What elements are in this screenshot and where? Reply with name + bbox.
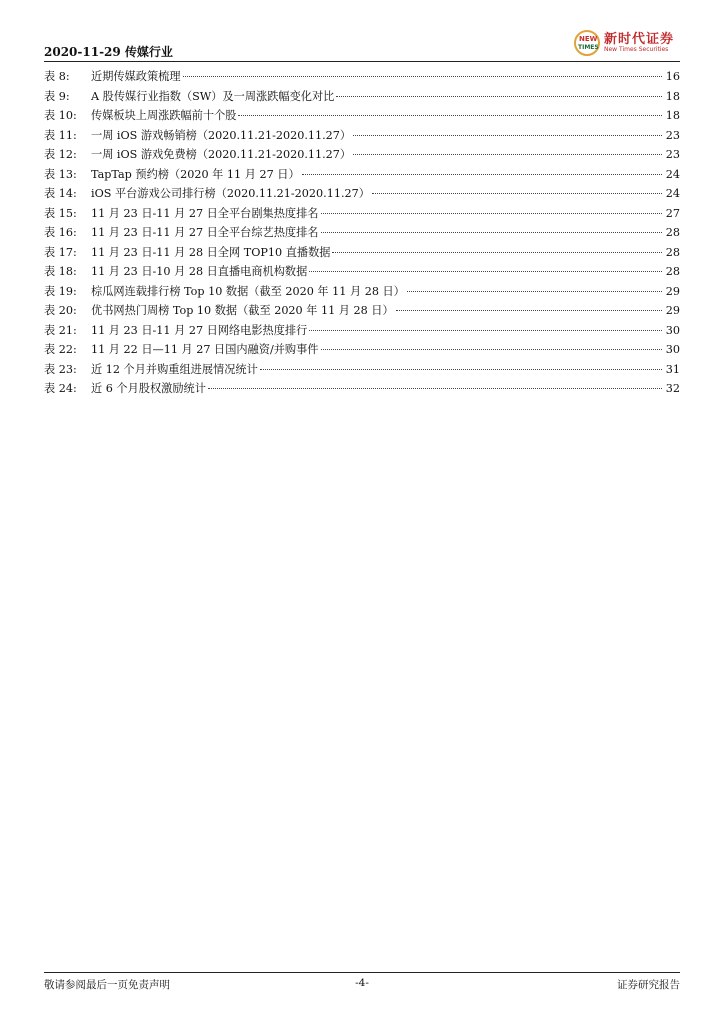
toc-leader-dots bbox=[309, 330, 662, 331]
footer-divider bbox=[44, 972, 680, 973]
toc-entry-label: 表 20: bbox=[44, 304, 77, 317]
toc-leader-dots bbox=[309, 271, 662, 272]
footer-disclaimer: 敬请参阅最后一页免责声明 bbox=[44, 979, 170, 991]
logo-chinese-name: 新时代证券 bbox=[604, 32, 675, 47]
toc-entry[interactable] bbox=[44, 88, 680, 108]
toc-entry-page: 29 bbox=[665, 304, 680, 317]
toc-entry[interactable] bbox=[44, 263, 680, 283]
toc-entry-title: 棕瓜网连载排行榜 Top 10 数据（截至 2020 年 11 月 28 日） bbox=[91, 284, 405, 298]
toc-leader-dots bbox=[353, 154, 662, 155]
toc-leader-dots bbox=[321, 213, 663, 214]
toc-entry-label: 表 9: bbox=[44, 89, 70, 103]
toc-entry-title: 11 月 23 日-11 月 27 日全平台综艺热度排名 bbox=[91, 226, 319, 239]
logo-badge-bottom-text: TIMES bbox=[578, 44, 599, 51]
footer-report-type: 证券研究报告 bbox=[617, 979, 680, 991]
toc-entry[interactable] bbox=[44, 166, 680, 186]
toc-entry-title: 一周 iOS 游戏畅销榜（2020.11.21-2020.11.27） bbox=[91, 128, 352, 142]
toc-leader-dots bbox=[238, 115, 662, 116]
toc-entry-page: 28 bbox=[665, 226, 680, 239]
toc-entry-title: TapTap 预约榜（2020 年 11 月 27 日） bbox=[91, 167, 300, 181]
toc-entry-label: 表 8: bbox=[44, 70, 70, 83]
header-divider bbox=[44, 61, 680, 62]
toc-entry-label: 表 11: bbox=[44, 128, 77, 142]
toc-entry-label: 表 18: bbox=[44, 265, 77, 278]
toc-entry-title: 11 月 23 日-11 月 27 日全平台剧集热度排名 bbox=[91, 206, 319, 220]
toc-entry-label: 表 15: bbox=[44, 206, 77, 220]
toc-entry-page: 27 bbox=[665, 206, 680, 220]
toc-entry-page: 30 bbox=[665, 343, 680, 356]
toc-entry[interactable] bbox=[44, 146, 680, 166]
toc-entry-label: 表 19: bbox=[44, 284, 77, 298]
logo-english-name: New Times Securities bbox=[604, 46, 669, 53]
toc-leader-dots bbox=[332, 252, 662, 253]
toc-entry-page: 16 bbox=[665, 70, 680, 83]
toc-entry-page: 28 bbox=[665, 265, 680, 278]
toc-entry[interactable] bbox=[44, 107, 680, 127]
page-header bbox=[44, 28, 680, 60]
toc-leader-dots bbox=[183, 76, 662, 77]
toc-entry[interactable] bbox=[44, 68, 680, 88]
toc-entry-page: 31 bbox=[665, 362, 680, 376]
toc-leader-dots bbox=[407, 291, 662, 292]
toc-entry[interactable] bbox=[44, 224, 680, 244]
toc-leader-dots bbox=[302, 174, 662, 175]
toc-leader-dots bbox=[353, 135, 662, 136]
toc-leader-dots bbox=[336, 96, 662, 97]
toc-entry-title: 一周 iOS 游戏免费榜（2020.11.21-2020.11.27） bbox=[91, 148, 352, 161]
toc-entry-title: 近 12 个月并购重组进展情况统计 bbox=[91, 362, 258, 376]
toc-entry-page: 18 bbox=[665, 89, 680, 103]
toc-entry-title: 优书网热门周榜 Top 10 数据（截至 2020 年 11 月 28 日） bbox=[91, 304, 394, 317]
toc-entry-label: 表 21: bbox=[44, 323, 77, 337]
toc-leader-dots bbox=[260, 369, 662, 370]
toc-entry-title: 11 月 23 日-11 月 27 日网络电影热度排行 bbox=[91, 323, 308, 337]
header-date-section: 2020-11-29 传媒行业 bbox=[44, 45, 173, 59]
toc-leader-dots bbox=[321, 349, 663, 350]
toc-entry-page: 29 bbox=[665, 284, 680, 298]
toc-entry-title: 传媒板块上周涨跌幅前十个股 bbox=[91, 109, 237, 122]
toc-entry-label: 表 13: bbox=[44, 167, 77, 181]
toc-leader-dots bbox=[396, 310, 662, 311]
logo-badge-icon bbox=[574, 30, 600, 56]
toc-entry-title: 11 月 23 日-10 月 28 日直播电商机构数据 bbox=[91, 265, 308, 278]
toc-entry[interactable] bbox=[44, 361, 680, 381]
toc-entry-title: 11 月 22 日—11 月 27 日国内融资/并购事件 bbox=[91, 343, 319, 356]
toc-entry[interactable] bbox=[44, 283, 680, 303]
toc-entry-label: 表 17: bbox=[44, 245, 77, 259]
toc-entry-title: 近期传媒政策梳理 bbox=[91, 70, 181, 83]
toc-entry[interactable] bbox=[44, 380, 680, 400]
logo-badge-top-text: NEW bbox=[579, 35, 598, 43]
toc-entry-title: A 股传媒行业指数（SW）及一周涨跌幅变化对比 bbox=[91, 89, 335, 103]
toc-entry-page: 32 bbox=[665, 382, 680, 395]
toc-entry-label: 表 10: bbox=[44, 109, 77, 122]
toc-leader-dots bbox=[321, 232, 663, 233]
footer-page-number: -4- bbox=[355, 977, 369, 989]
toc-entry-label: 表 14: bbox=[44, 187, 77, 200]
page-footer bbox=[44, 977, 680, 991]
toc-entry-page: 28 bbox=[665, 245, 680, 259]
toc-entry-label: 表 12: bbox=[44, 148, 77, 161]
toc-entry[interactable] bbox=[44, 205, 680, 225]
toc-entry-label: 表 22: bbox=[44, 343, 77, 356]
toc-entry-title: 11 月 23 日-11 月 28 日全网 TOP10 直播数据 bbox=[91, 245, 331, 259]
toc-entry-label: 表 16: bbox=[44, 226, 77, 239]
toc-entry[interactable] bbox=[44, 322, 680, 342]
toc-entry-page: 23 bbox=[665, 128, 680, 142]
toc-entry[interactable] bbox=[44, 185, 680, 205]
toc-entry-title: 近 6 个月股权激励统计 bbox=[91, 382, 206, 395]
toc-entry-label: 表 23: bbox=[44, 362, 77, 376]
toc-entry[interactable] bbox=[44, 302, 680, 322]
toc-entry-title: iOS 平台游戏公司排行榜（2020.11.21-2020.11.27） bbox=[91, 187, 370, 200]
toc-entry-page: 24 bbox=[665, 187, 680, 200]
toc-entry[interactable] bbox=[44, 244, 680, 264]
toc-leader-dots bbox=[372, 193, 662, 194]
toc-entry[interactable] bbox=[44, 127, 680, 147]
toc-entry-page: 18 bbox=[665, 109, 680, 122]
table-of-contents bbox=[44, 68, 680, 400]
toc-entry-label: 表 24: bbox=[44, 382, 77, 395]
toc-entry[interactable] bbox=[44, 341, 680, 361]
toc-entry-page: 23 bbox=[665, 148, 680, 161]
company-logo bbox=[574, 28, 680, 58]
toc-entry-page: 24 bbox=[665, 167, 680, 181]
toc-entry-page: 30 bbox=[665, 323, 680, 337]
toc-leader-dots bbox=[208, 388, 662, 389]
